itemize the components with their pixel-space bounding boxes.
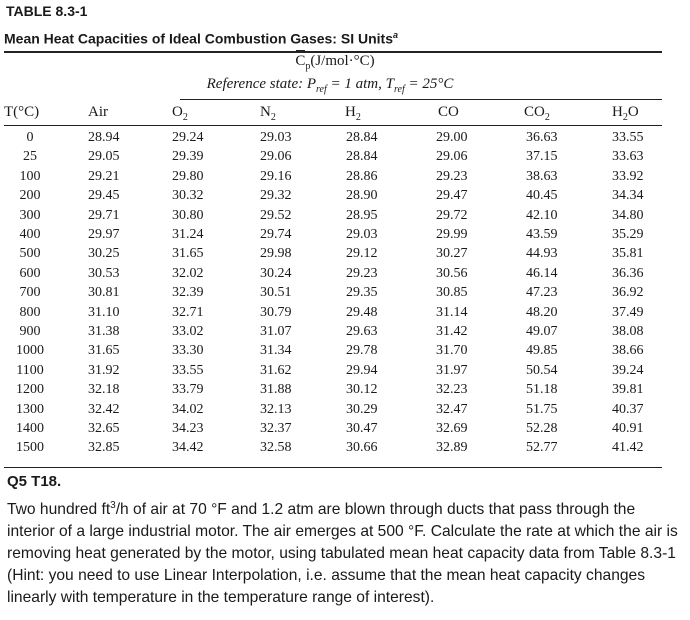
cell-h2o: 36.36 [612, 265, 644, 281]
table-title-footnote-mark: a [392, 30, 398, 40]
cell-temp: 500 [19, 246, 41, 262]
table-title-text: Mean Heat Capacities of Ideal Combustion Gases: SI Units [4, 30, 393, 47]
cell-air: 29.05 [88, 149, 120, 165]
cell-o2: 30.32 [172, 188, 204, 204]
cell-h2o: 41.42 [612, 440, 644, 456]
cell-temp: 25 [23, 149, 37, 165]
h2o-base: H [612, 104, 623, 120]
n2-base: N [260, 104, 271, 120]
cell-h2: 29.63 [346, 324, 378, 339]
cell-co2: 48.20 [526, 304, 558, 320]
cell-n2: 31.34 [260, 343, 292, 359]
cell-temp: 1500 [16, 440, 44, 456]
table-title [4, 30, 398, 47]
cell-air: 31.92 [88, 362, 120, 378]
cell-h2: 29.48 [346, 304, 378, 320]
cell-h2: 30.29 [346, 401, 378, 417]
cell-temp: 900 [19, 324, 41, 339]
cell-co: 29.23 [436, 168, 468, 184]
cell-o2: 29.39 [172, 149, 204, 165]
cell-n2: 31.88 [260, 382, 292, 398]
h2o-tail: O [627, 104, 639, 120]
cell-co: 29.06 [436, 149, 468, 165]
cell-o2: 29.80 [172, 168, 204, 184]
cell-co2: 47.23 [526, 285, 558, 301]
cell-air: 32.42 [88, 401, 120, 417]
cell-air: 29.97 [88, 227, 120, 242]
cell-air: 29.71 [88, 207, 120, 223]
cell-co2: 50.54 [526, 362, 558, 378]
cell-h2o: 34.34 [612, 188, 644, 204]
cell-co2: 37.15 [526, 149, 558, 165]
cell-h2: 29.78 [346, 343, 378, 359]
cell-o2: 34.23 [172, 421, 204, 436]
cell-h2o: 39.24 [612, 362, 644, 378]
cell-co: 32.89 [436, 440, 468, 456]
cell-h2o: 33.92 [612, 168, 644, 184]
cell-n2: 29.06 [260, 149, 292, 165]
cell-h2o: 40.91 [612, 421, 644, 436]
cell-h2: 30.12 [346, 382, 378, 398]
cell-h2: 29.94 [346, 362, 378, 378]
cell-h2: 29.35 [346, 285, 378, 301]
cell-temp: 200 [19, 188, 41, 204]
cell-air: 30.25 [88, 246, 120, 262]
cell-co: 32.23 [436, 382, 468, 398]
cell-co2: 46.14 [526, 265, 558, 281]
cell-temp: 100 [19, 168, 41, 184]
question-body [7, 495, 682, 609]
o2-base: O [172, 104, 183, 120]
column-header-co2 [524, 104, 550, 123]
column-header-h2o [612, 104, 639, 123]
cell-n2: 29.03 [260, 130, 292, 145]
column-header-co: CO [438, 104, 459, 120]
cell-h2: 28.95 [346, 207, 378, 223]
cell-o2: 32.02 [172, 265, 204, 281]
column-header-temp: T(°C) [4, 104, 40, 120]
cell-co2: 44.93 [526, 246, 558, 262]
cell-h2: 28.84 [346, 149, 378, 165]
cell-co: 32.69 [436, 421, 468, 436]
cell-h2o: 35.29 [612, 227, 644, 242]
cell-co: 30.27 [436, 246, 468, 262]
cell-temp: 800 [19, 304, 41, 320]
cell-n2: 32.37 [260, 421, 292, 436]
cp-symbol: C [295, 53, 306, 69]
ref-state-text: Reference state: P [206, 76, 317, 92]
question-title: Q5 T18. [7, 473, 62, 490]
cell-co2: 40.45 [526, 188, 558, 204]
cell-co2: 49.07 [526, 324, 558, 339]
cell-co2: 43.59 [526, 227, 558, 242]
cell-o2: 31.65 [172, 246, 204, 262]
cell-o2: 30.80 [172, 207, 204, 223]
cell-h2: 28.90 [346, 188, 378, 204]
o2-sub: 2 [182, 112, 188, 123]
h2-sub: 2 [355, 112, 361, 123]
co2-sub: 2 [544, 112, 550, 123]
column-header-h2 [345, 104, 361, 123]
cell-co: 29.72 [436, 207, 468, 223]
cell-co2: 51.75 [526, 401, 558, 417]
cell-o2: 33.79 [172, 382, 204, 398]
ref-state-sub-t: ref [393, 84, 405, 95]
ref-state-mid: = 1 atm, T [326, 76, 394, 92]
cell-n2: 29.52 [260, 207, 292, 223]
cell-n2: 32.13 [260, 401, 292, 417]
cell-co: 31.97 [436, 362, 468, 378]
cell-n2: 30.24 [260, 265, 292, 281]
cp-units: (J/mol·°C) [310, 53, 375, 69]
cell-co: 32.47 [436, 401, 468, 417]
cell-o2: 33.02 [172, 324, 204, 339]
cell-air: 31.65 [88, 343, 120, 359]
cp-rule [180, 99, 662, 100]
cell-o2: 33.30 [172, 343, 204, 359]
cell-n2: 30.79 [260, 304, 292, 320]
cell-h2: 30.66 [346, 440, 378, 456]
cell-temp: 1400 [16, 421, 44, 436]
cell-co: 31.14 [436, 304, 468, 320]
cell-air: 31.38 [88, 324, 120, 339]
cp-subscript: p [305, 61, 311, 72]
cell-air: 28.94 [88, 130, 120, 145]
cell-air: 32.85 [88, 440, 120, 456]
column-header-air: Air [88, 104, 108, 120]
cell-h2: 29.23 [346, 265, 378, 281]
cell-h2o: 38.08 [612, 324, 644, 339]
cell-n2: 29.16 [260, 168, 292, 184]
cell-n2: 30.51 [260, 285, 292, 301]
cell-temp: 1200 [16, 382, 44, 398]
cell-n2: 31.07 [260, 324, 292, 339]
cell-o2: 29.24 [172, 130, 204, 145]
cell-temp: 0 [26, 130, 34, 145]
cell-n2: 29.32 [260, 188, 292, 204]
cell-n2: 29.74 [260, 227, 292, 242]
cell-co: 30.56 [436, 265, 468, 281]
cell-temp: 400 [19, 227, 41, 242]
cell-h2: 29.03 [346, 227, 378, 242]
question-text-rest: /h of air at 70 °F and 1.2 atm are blown through ducts that pass through the interior of a large industrial motor. The air emerges at 500 °F. Calculate the rate at which the air is removing heat generated by the motor, using tabulated mean heat capacity data from Table 8.3-1 (Hint: you need to use Linear Interpolation, i.e. assume that the mean heat capacity changes linearly with temperature in the temperature range of interest). [7, 501, 678, 607]
cell-h2o: 39.81 [612, 382, 644, 398]
cell-h2o: 36.92 [612, 285, 644, 301]
cell-o2: 31.24 [172, 227, 204, 242]
cell-temp: 1100 [16, 362, 44, 378]
cell-air: 32.18 [88, 382, 120, 398]
cell-h2o: 34.80 [612, 207, 644, 223]
cell-co2: 36.63 [526, 130, 558, 145]
question-text-start: Two hundred ft [7, 501, 111, 519]
cell-temp: 600 [19, 265, 41, 281]
cell-o2: 34.02 [172, 401, 204, 417]
co2-base: CO [524, 104, 545, 120]
n2-sub: 2 [270, 112, 276, 123]
cell-air: 29.45 [88, 188, 120, 204]
cell-co2: 52.28 [526, 421, 558, 436]
cell-h2: 28.84 [346, 130, 378, 145]
cell-n2: 29.98 [260, 246, 292, 262]
table-bottom-rule [4, 467, 662, 468]
reference-state [180, 76, 480, 95]
cell-co: 29.00 [436, 130, 468, 145]
h2o-sub: 2 [622, 112, 628, 123]
cell-n2: 32.58 [260, 440, 292, 456]
cell-air: 31.10 [88, 304, 120, 320]
ref-state-sub-p: ref [316, 84, 327, 95]
cell-h2o: 37.49 [612, 304, 644, 320]
cell-h2o: 40.37 [612, 401, 644, 417]
question-superscript: 3 [110, 500, 116, 511]
cell-co: 31.42 [436, 324, 468, 339]
cell-o2: 34.42 [172, 440, 204, 456]
cell-h2o: 35.81 [612, 246, 644, 262]
cell-temp: 1300 [16, 401, 44, 417]
cell-h2: 30.47 [346, 421, 378, 436]
cell-air: 30.53 [88, 265, 120, 281]
cell-air: 29.21 [88, 168, 120, 184]
cell-n2: 31.62 [260, 362, 292, 378]
cell-h2o: 33.63 [612, 149, 644, 165]
cell-h2: 29.12 [346, 246, 378, 262]
h2-base: H [345, 104, 356, 120]
cell-o2: 32.39 [172, 285, 204, 301]
table-label: TABLE 8.3-1 [6, 3, 88, 19]
cell-co2: 51.18 [526, 382, 558, 398]
cell-co: 30.85 [436, 285, 468, 301]
cell-co2: 52.77 [526, 440, 558, 456]
cell-o2: 32.71 [172, 304, 204, 320]
column-header-o2 [172, 104, 188, 123]
cell-temp: 700 [19, 285, 41, 301]
cp-heading [240, 53, 430, 72]
cell-temp: 300 [19, 207, 41, 223]
column-header-n2 [260, 104, 276, 123]
cell-h2: 28.86 [346, 168, 378, 184]
cell-h2o: 38.66 [612, 343, 644, 359]
cell-co2: 49.85 [526, 343, 558, 359]
cell-air: 32.65 [88, 421, 120, 436]
cell-temp: 1000 [16, 343, 44, 359]
cell-co2: 42.10 [526, 207, 558, 223]
cell-air: 30.81 [88, 285, 120, 301]
cell-co: 29.47 [436, 188, 468, 204]
cell-co2: 38.63 [526, 168, 558, 184]
cell-co: 29.99 [436, 227, 468, 242]
header-rule [4, 125, 662, 126]
cell-h2o: 33.55 [612, 130, 644, 145]
cell-o2: 33.55 [172, 362, 204, 378]
cell-co: 31.70 [436, 343, 468, 359]
ref-state-end: = 25°C [404, 76, 454, 92]
